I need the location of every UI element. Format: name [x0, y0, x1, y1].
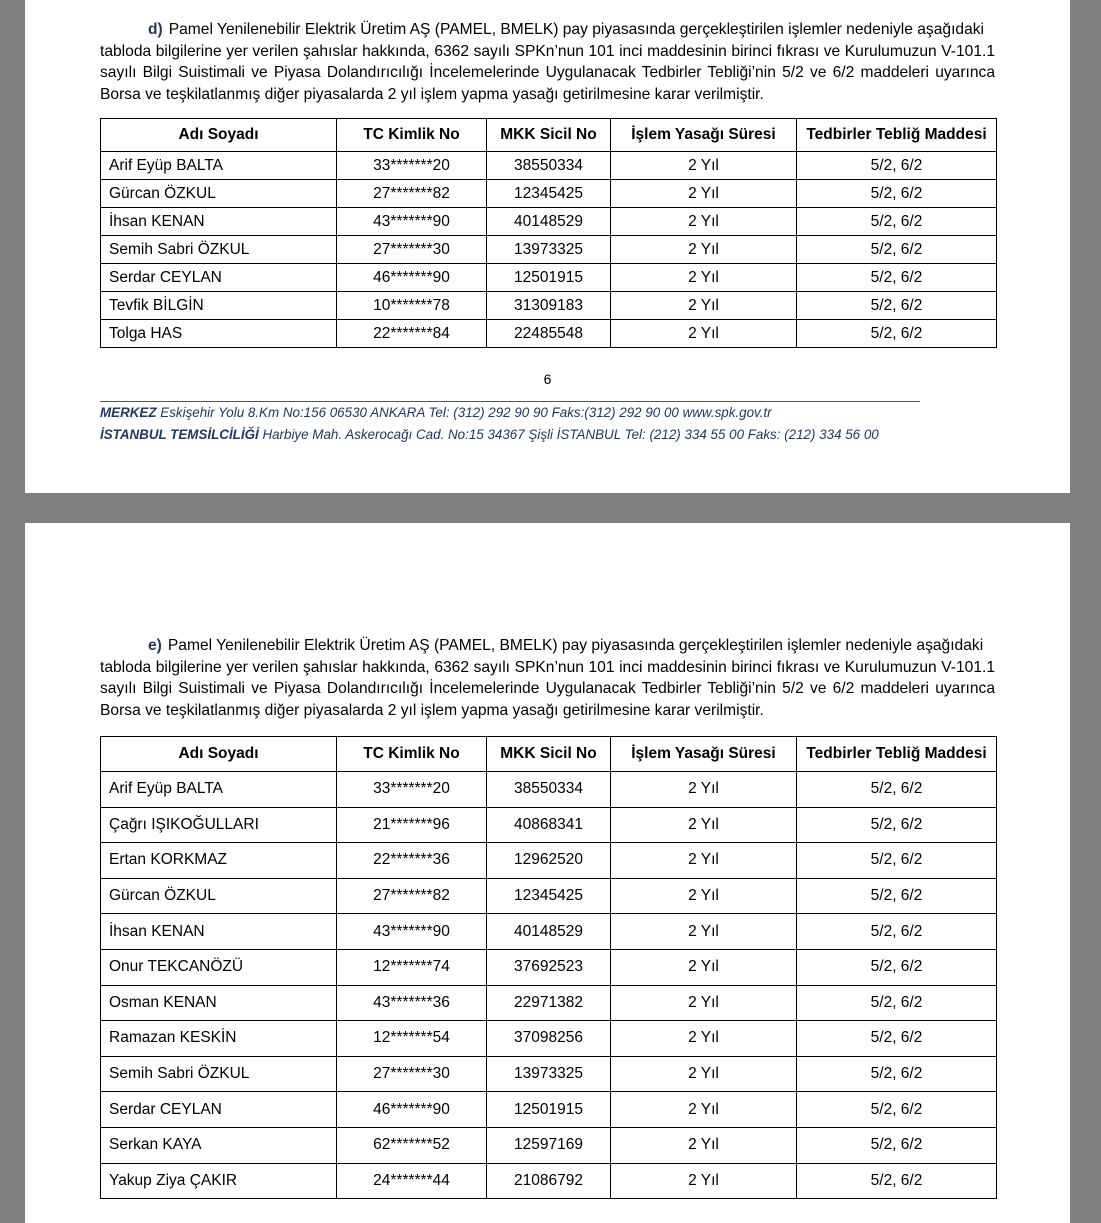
column-header-mkk-no: MKK Sicil No [487, 737, 611, 772]
cell-article: 5/2, 6/2 [797, 985, 997, 1021]
cell-tc-no: 62*******52 [337, 1127, 487, 1163]
cell-ban-duration: 2 Yıl [611, 1056, 797, 1092]
table-row [101, 152, 997, 180]
cell-name: Onur TEKCANÖZÜ [101, 949, 337, 985]
cell-name: Gürcan ÖZKUL [101, 180, 337, 208]
cell-article: 5/2, 6/2 [797, 772, 997, 808]
cell-ban-duration: 2 Yıl [611, 1092, 797, 1128]
cell-article: 5/2, 6/2 [797, 1056, 997, 1092]
cell-name: Serkan KAYA [101, 1127, 337, 1163]
cell-mkk-no: 12962520 [487, 843, 611, 879]
cell-article: 5/2, 6/2 [797, 152, 997, 180]
cell-ban-duration: 2 Yıl [611, 236, 797, 264]
cell-tc-no: 43*******90 [337, 914, 487, 950]
cell-tc-no: 10*******78 [337, 292, 487, 320]
cell-ban-duration: 2 Yıl [611, 1163, 797, 1199]
column-header-tc-no: TC Kimlik No [337, 119, 487, 152]
document-page-7 [25, 523, 1070, 1223]
table-row [101, 236, 997, 264]
page-number: 6 [543, 371, 552, 387]
cell-tc-no: 21*******96 [337, 807, 487, 843]
cell-name: Çağrı IŞIKOĞULLARI [101, 807, 337, 843]
column-header-name: Adı Soyadı [101, 119, 337, 152]
section-d-first-line [100, 19, 995, 41]
table-row [101, 1163, 997, 1199]
cell-mkk-no: 22971382 [487, 985, 611, 1021]
footer-merkez-label: MERKEZ [100, 405, 157, 420]
table-row [101, 843, 997, 879]
cell-tc-no: 22*******84 [337, 320, 487, 348]
cell-ban-duration: 2 Yıl [611, 320, 797, 348]
table-row [101, 180, 997, 208]
cell-mkk-no: 22485548 [487, 320, 611, 348]
footer-merkez-text: Eskişehir Yolu 8.Km No:156 06530 ANKARA Tel: (312) 292 90 90 Faks:(312) 292 90 00 www.spk.gov.tr [160, 405, 772, 420]
cell-tc-no: 33*******20 [337, 772, 487, 808]
cell-tc-no: 12*******74 [337, 949, 487, 985]
cell-name: Semih Sabri ÖZKUL [101, 236, 337, 264]
cell-article: 5/2, 6/2 [797, 807, 997, 843]
section-d-letter: d) [148, 21, 163, 38]
cell-mkk-no: 31309183 [487, 292, 611, 320]
cell-mkk-no: 38550334 [487, 772, 611, 808]
cell-tc-no: 22*******36 [337, 843, 487, 879]
section-e-table [100, 736, 997, 1199]
cell-tc-no: 27*******30 [337, 1056, 487, 1092]
cell-tc-no: 27*******82 [337, 180, 487, 208]
cell-article: 5/2, 6/2 [797, 320, 997, 348]
column-header-ban-duration: İşlem Yasağı Süresi [611, 737, 797, 772]
table-row [101, 1021, 997, 1057]
section-e-text-rest: tabloda bilgilerine yer verilen şahıslar hakkında, 6362 sayılı SPKn’nun 101 inci maddesinin birinci fıkrası ve Kurulumuzun V-101.1 sayılı Bilgi Suistimali ve Piyasa Dolandırıcılığı İncelemelerinde Uygulanacak Tedbirler Tebliği’nin 5/2 ve 6/2 maddeleri uyarınca Borsa ve teşkilatlanmış diğer piyasalarda 2 yıl işlem yapma yasağı getirilmesine karar verilmiştir. [100, 658, 995, 719]
cell-mkk-no: 40148529 [487, 914, 611, 950]
cell-name: Ertan KORKMAZ [101, 843, 337, 879]
cell-ban-duration: 2 Yıl [611, 1127, 797, 1163]
cell-mkk-no: 40148529 [487, 208, 611, 236]
section-d-text-rest: tabloda bilgilerine yer verilen şahıslar hakkında, 6362 sayılı SPKn’nun 101 inci maddesinin birinci fıkrası ve Kurulumuzun V-101.1 sayılı Bilgi Suistimali ve Piyasa Dolandırıcılığı İncelemelerinde Uygulanacak Tedbirler Tebliği’nin 5/2 ve 6/2 maddeleri uyarınca Borsa ve teşkilatlanmış diğer piyasalarda 2 yıl işlem yapma yasağı getirilmesine karar verilmiştir. [100, 42, 995, 103]
cell-ban-duration: 2 Yıl [611, 180, 797, 208]
table-row [101, 914, 997, 950]
table-row [101, 1092, 997, 1128]
section-e-paragraph [100, 635, 995, 721]
cell-ban-duration: 2 Yıl [611, 878, 797, 914]
cell-name: Osman KENAN [101, 985, 337, 1021]
cell-name: Semih Sabri ÖZKUL [101, 1056, 337, 1092]
cell-name: İhsan KENAN [101, 914, 337, 950]
cell-article: 5/2, 6/2 [797, 949, 997, 985]
cell-ban-duration: 2 Yıl [611, 772, 797, 808]
section-e-text-first: Pamel Yenilenebilir Elektrik Üretim AŞ (PAMEL, BMELK) pay piyasasında gerçekleştirilen işlemler nedeniyle aşağıdaki [167, 637, 984, 654]
cell-mkk-no: 12345425 [487, 878, 611, 914]
cell-mkk-no: 13973325 [487, 1056, 611, 1092]
cell-mkk-no: 37098256 [487, 1021, 611, 1057]
cell-tc-no: 43*******36 [337, 985, 487, 1021]
footer-istanbul-label: İSTANBUL TEMSİLCİLİĞİ [100, 427, 259, 442]
cell-mkk-no: 12501915 [487, 264, 611, 292]
cell-mkk-no: 37692523 [487, 949, 611, 985]
table-row [101, 292, 997, 320]
table-row [101, 208, 997, 236]
cell-tc-no: 33*******20 [337, 152, 487, 180]
table-header-row [101, 119, 997, 152]
cell-ban-duration: 2 Yıl [611, 807, 797, 843]
cell-tc-no: 46*******90 [337, 264, 487, 292]
cell-name: Tolga HAS [101, 320, 337, 348]
cell-mkk-no: 12501915 [487, 1092, 611, 1128]
cell-article: 5/2, 6/2 [797, 292, 997, 320]
cell-article: 5/2, 6/2 [797, 878, 997, 914]
table-row [101, 320, 997, 348]
cell-ban-duration: 2 Yıl [611, 914, 797, 950]
table-row [101, 1127, 997, 1163]
column-header-tc-no: TC Kimlik No [337, 737, 487, 772]
table-row [101, 878, 997, 914]
cell-name: İhsan KENAN [101, 208, 337, 236]
column-header-mkk-no: MKK Sicil No [487, 119, 611, 152]
document-page-6 [25, 0, 1070, 493]
cell-mkk-no: 13973325 [487, 236, 611, 264]
cell-article: 5/2, 6/2 [797, 1092, 997, 1128]
cell-article: 5/2, 6/2 [797, 264, 997, 292]
column-header-name: Adı Soyadı [101, 737, 337, 772]
table-row [101, 264, 997, 292]
section-e-first-line [100, 635, 995, 657]
footer-divider [100, 401, 920, 402]
table-row [101, 949, 997, 985]
cell-mkk-no: 12345425 [487, 180, 611, 208]
cell-article: 5/2, 6/2 [797, 236, 997, 264]
cell-tc-no: 43*******90 [337, 208, 487, 236]
section-d-table [100, 118, 997, 348]
cell-mkk-no: 12597169 [487, 1127, 611, 1163]
cell-name: Gürcan ÖZKUL [101, 878, 337, 914]
cell-ban-duration: 2 Yıl [611, 1021, 797, 1057]
column-header-ban-duration: İşlem Yasağı Süresi [611, 119, 797, 152]
footer-istanbul [100, 427, 1000, 442]
cell-mkk-no: 21086792 [487, 1163, 611, 1199]
cell-tc-no: 12*******54 [337, 1021, 487, 1057]
cell-mkk-no: 38550334 [487, 152, 611, 180]
cell-name: Arif Eyüp BALTA [101, 772, 337, 808]
cell-name: Serdar CEYLAN [101, 264, 337, 292]
cell-name: Arif Eyüp BALTA [101, 152, 337, 180]
table-row [101, 807, 997, 843]
cell-article: 5/2, 6/2 [797, 914, 997, 950]
cell-article: 5/2, 6/2 [797, 1021, 997, 1057]
cell-article: 5/2, 6/2 [797, 180, 997, 208]
table-row [101, 1056, 997, 1092]
cell-name: Yakup Ziya ÇAKIR [101, 1163, 337, 1199]
cell-tc-no: 46*******90 [337, 1092, 487, 1128]
footer-istanbul-text: Harbiye Mah. Askerocağı Cad. No:15 34367 Şişli İSTANBUL Tel: (212) 334 55 00 Faks: (212) 334 56 00 [262, 427, 879, 442]
cell-name: Tevfik BİLGİN [101, 292, 337, 320]
footer-merkez [100, 405, 1000, 420]
cell-tc-no: 24*******44 [337, 1163, 487, 1199]
cell-article: 5/2, 6/2 [797, 1163, 997, 1199]
cell-tc-no: 27*******30 [337, 236, 487, 264]
cell-article: 5/2, 6/2 [797, 843, 997, 879]
cell-ban-duration: 2 Yıl [611, 949, 797, 985]
cell-article: 5/2, 6/2 [797, 1127, 997, 1163]
cell-ban-duration: 2 Yıl [611, 152, 797, 180]
cell-tc-no: 27*******82 [337, 878, 487, 914]
table-row [101, 985, 997, 1021]
cell-name: Ramazan KESKİN [101, 1021, 337, 1057]
table-row [101, 772, 997, 808]
cell-name: Serdar CEYLAN [101, 1092, 337, 1128]
section-d-text-first: Pamel Yenilenebilir Elektrik Üretim AŞ (PAMEL, BMELK) pay piyasasında gerçekleştirilen işlemler nedeniyle aşağıdaki [168, 21, 985, 38]
section-e-letter: e) [148, 637, 162, 654]
cell-ban-duration: 2 Yıl [611, 264, 797, 292]
cell-article: 5/2, 6/2 [797, 208, 997, 236]
column-header-article: Tedbirler Tebliğ Maddesi [797, 119, 997, 152]
cell-mkk-no: 40868341 [487, 807, 611, 843]
section-d-paragraph [100, 19, 995, 105]
cell-ban-duration: 2 Yıl [611, 208, 797, 236]
column-header-article: Tedbirler Tebliğ Maddesi [797, 737, 997, 772]
cell-ban-duration: 2 Yıl [611, 843, 797, 879]
cell-ban-duration: 2 Yıl [611, 985, 797, 1021]
cell-ban-duration: 2 Yıl [611, 292, 797, 320]
table-header-row [101, 737, 997, 772]
